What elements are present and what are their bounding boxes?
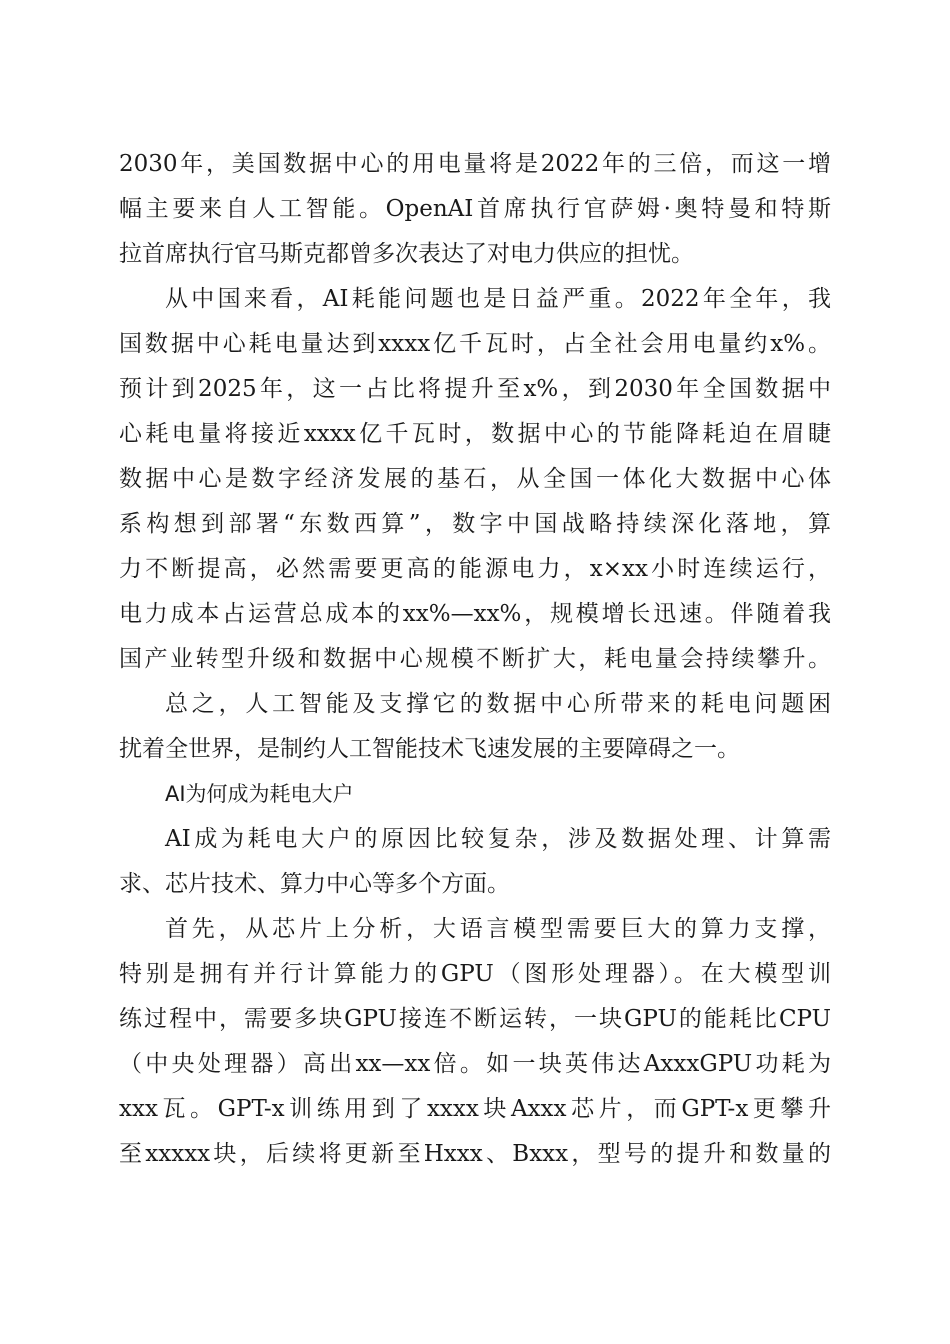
text-line: 电力成本占运营总成本的xx%—xx%，规模增长迅速。伴随着我 [119,601,831,627]
paragraph-start-line: 总之，人工智能及支撑它的数据中心所带来的耗电问题困 [165,691,831,717]
text-line: 国产业转型升级和数据中心规模不断扩大，耗电量会持续攀升。 [119,646,831,672]
text-line: （中央处理器）高出xx—xx倍。如一块英伟达AxxxGPU功耗为 [119,1051,831,1077]
text-line: 求、芯片技术、算力中心等多个方面。 [119,871,510,897]
text-line: xxx瓦。GPT-x训练用到了xxxx块Axxx芯片，而GPT-x更攀升 [119,1096,831,1122]
text-line: 特别是拥有并行计算能力的GPU（图形处理器）。在大模型训 [119,961,831,987]
text-line: 预计到2025年，这一占比将提升至x%，到2030年全国数据中 [119,376,831,402]
text-line: 拉首席执行官马斯克都曾多次表达了对电力供应的担忧。 [119,241,694,267]
text-line: 扰着全世界，是制约人工智能技术飞速发展的主要障碍之一。 [119,736,740,762]
section-heading: AI为何成为耗电大户 [165,782,354,806]
paragraph-start-line: 从中国来看，AI耗能问题也是日益严重。2022年全年，我 [165,286,831,312]
text-line: 练过程中，需要多块GPU接连不断运转，一块GPU的能耗比CPU [119,1006,831,1032]
document-body [119,142,831,1177]
text-line: 力不断提高，必然需要更高的能源电力，x×xx小时连续运行， [119,556,831,582]
text-line: 心耗电量将接近xxxx亿千瓦时，数据中心的节能降耗迫在眉睫 [119,421,831,447]
paragraph-start-line: AI成为耗电大户的原因比较复杂，涉及数据处理、计算需 [165,826,831,852]
text-line: 国数据中心耗电量达到xxxx亿千瓦时，占全社会用电量约x%。 [119,331,831,357]
text-line: 系构想到部署“东数西算”，数字中国战略持续深化落地，算 [119,511,831,537]
text-line: 数据中心是数字经济发展的基石，从全国一体化大数据中心体 [119,466,831,492]
text-line: 幅主要来自人工智能。OpenAI首席执行官萨姆·奥特曼和特斯 [119,196,831,222]
paragraph-start-line: 首先，从芯片上分析，大语言模型需要巨大的算力支撑， [165,916,831,942]
text-line: 至xxxxx块，后续将更新至Hxxx、Bxxx，型号的提升和数量的 [119,1141,831,1167]
text-line: 2030年，美国数据中心的用电量将是2022年的三倍，而这一增 [119,151,831,177]
